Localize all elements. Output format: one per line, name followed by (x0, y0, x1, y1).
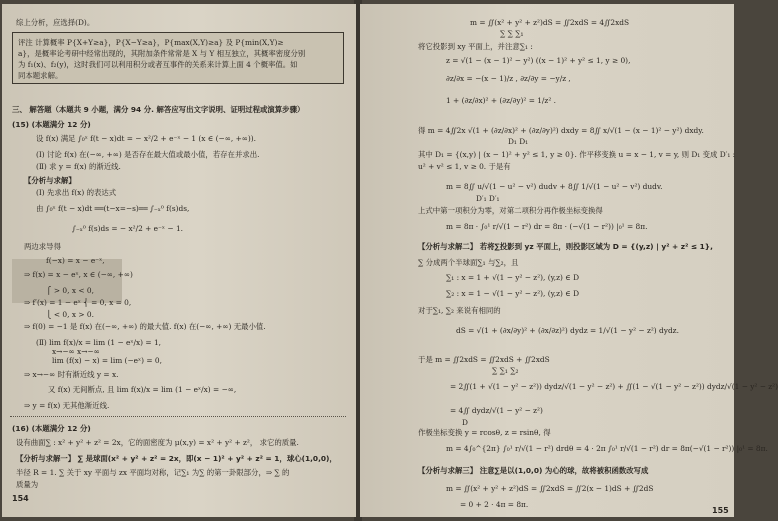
right-text-line: m = 8∬ u/√(1 − u² − v²) dudv + 8∬ 1/√(1 − u² − v²) dudv. (446, 182, 663, 191)
right-text-line: D′₁ D′₁ (476, 194, 500, 203)
right-text-line: z = √(1 − (x − 1)² − y²) ((x − 1)² + y² ≤ 1, y ≥ 0), (446, 56, 631, 65)
right-text-line: 于是 m = ∬2xdS = ∬2xdS + ∬2xdS (418, 355, 550, 364)
page-number-right: 155 (712, 506, 729, 515)
right-text-line: = 4∬ dydz/√(1 − y² − z²) (450, 406, 543, 415)
left-text-line: (Ⅱ) 求 y = f(x) 的渐近线. (36, 162, 121, 171)
left-text-line: (Ⅰ) 讨论 f(x) 在(−∞, +∞) 是否存在最大值或最小值，若存在并求出. (36, 150, 260, 159)
left-text-line: 质量为 (16, 480, 39, 489)
left-text-line: 评注 计算概率 P{X+Y≥a}，P{X−Y≥a}，P{max(X,Y)≥a} 及 P{min(X,Y)≥ (18, 38, 284, 47)
left-text-line: (16) (本题满分 12 分) (12, 424, 91, 433)
left-text-line: (Ⅱ) lim f(x)/x = lim (1 − eˣ/x) = 1, (36, 338, 161, 347)
left-text-line: 三、 解答题（本题共 9 小题，满分 94 分. 解答应写出文字说明、证明过程或演算步骤） (12, 105, 305, 114)
left-text-line: 【分析与求解一】 ∑ 是球面(x² + y² + z² = 2x，即(x − 1)² + y² + z² = 1，球心(1,0,0)， (16, 454, 337, 463)
left-text-line: (15) (本题满分 12 分) (12, 120, 91, 129)
right-text-line: m = ∬(x² + y² + z²)dS = ∬2xdS = ∬2(x − 1)dS + ∬2dS (446, 484, 654, 493)
right-page (360, 4, 778, 517)
right-text-line: 将它投影到 xy 平面上，并注意∑₁ : (418, 42, 533, 51)
left-text-line: 由 ∫₀ˣ f(t − x)dt ══(t−x=−s)══ ∫₋ₓ⁰ f(s)ds, (36, 204, 190, 213)
left-text-line: (Ⅰ) 先求出 f(x) 的表达式 (36, 188, 117, 197)
left-text-line: ⇒ f(0) = −1 是 f(x) 在(−∞, +∞) 的最大值. f(x) 在(−∞, +∞) 无最小值. (24, 322, 266, 331)
left-text-line: 综上分析，应选择(D)。 (16, 18, 95, 27)
right-text-line: ∑ 分成两个半球面∑₁ 与∑₂，且 (418, 258, 519, 267)
right-text-line: m = ∬(x² + y² + z²)dS = ∬2xdS = 4∬2xdS (470, 18, 630, 27)
right-text-line: = 2∬(1 + √(1 − y² − z²)) dydz/√(1 − y² − z²) + ∬(1 − √(1 − y² − z²)) dydz/√(1 − y² − z²) (450, 382, 778, 391)
right-text-line: D (462, 418, 468, 427)
right-text-line: 对于∑₁, ∑₂ 来说有相同的 (418, 306, 501, 315)
left-text-line: x→−∞ x→−∞ (52, 347, 100, 356)
right-text-line: 其中 D₁ = {(x,y) | (x − 1)² + y² ≤ 1, y ≥ 0}. 作平移变换 u = x − 1, v = y, 则 D₁ 变成 D′₁ : (418, 150, 736, 159)
right-text-line: m = 4∫₀^{2π} ∫₀¹ r/√(1 − r²) drdθ = 4 · 2π ∫₀¹ r/√(1 − r²) dr = 8π(−√(1 − r²)) |₀¹ = 8π. (446, 444, 768, 453)
left-text-line: ∫₋ₓ⁰ f(s)ds = − x²/2 + e⁻ˣ − 1. (72, 224, 184, 233)
left-text-line: ⇒ y = f(x) 无其他渐近线. (24, 401, 110, 410)
page-number-left: 154 (12, 494, 29, 503)
left-text-line: ⇒ x→−∞ 时有渐近线 y = x. (24, 370, 119, 379)
right-text-line: ∑₂ : x = 1 − √(1 − y² − z²), (y,z) ∈ D (446, 289, 580, 298)
right-text-line: ∂z/∂x = −(x − 1)/z , ∂z/∂y = −y/z , (446, 74, 571, 83)
right-text-line: 上式中第一项积分为零，对第二项积分再作极坐标变换得 (418, 206, 603, 215)
right-text-line: 【分析与求解三】 注意∑是以(1,0,0) 为心的球，故将被积函数改写成 (418, 466, 649, 475)
right-text-line: ∑ ∑₁ ∑₂ (492, 366, 519, 375)
right-text-line: ∑₁ : x = 1 + √(1 − y² − z²), (y,z) ∈ D (446, 273, 580, 282)
left-text-line: 半径 R = 1. ∑ 关于 xy 平面与 zx 平面均对称，记∑₁ 为∑ 的第一卦限部分，⇒ ∑ 的 (16, 468, 290, 477)
left-text-line: ⇒ f′(x) = 1 − eˣ ⎨ = 0, x = 0, (24, 298, 132, 307)
right-text-line: m = 8π · ∫₀¹ r/√(1 − r²) dr = 8π · (−√(1 − r²)) |₀¹ = 8π. (446, 222, 648, 231)
right-text-line: u² + v² ≤ 1, v ≥ 0. 于是有 (418, 162, 511, 171)
right-text-line: dS = √(1 + (∂x/∂y)² + (∂x/∂z)²) dydz = 1/√(1 − y² − z²) dydz. (456, 326, 679, 335)
highlight-region (12, 259, 122, 303)
right-text-line: = 0 + 2 · 4π = 8π. (460, 500, 529, 509)
right-text-line: D₁ D₁ (508, 137, 529, 146)
divider-rule (10, 416, 346, 417)
left-text-line: 【分析与求解】 (24, 176, 76, 185)
left-text-line: 两边求导得 (24, 242, 61, 251)
left-text-line: 设有曲面∑ : x² + y² + z² = 2x，它的面密度为 μ(x,y) = x² + y² + z²， 求它的质量. (16, 438, 299, 447)
right-text-line: 作极坐标变换 y = rcosθ, z = rsinθ, 得 (418, 428, 551, 437)
left-text-line: 同本题求解。 (18, 71, 63, 80)
left-text-line: a}，是概率论考研中经常出现的，其附加条件常常是 X 与 Y 相互独立，其概率密度分别 (18, 49, 306, 58)
left-text-line: ⎩ < 0, x > 0. (46, 310, 94, 319)
left-text-line: ⇒ f(x) = x − eˣ, x ∈ (−∞, +∞) (24, 270, 133, 279)
left-text-line: ⎧ > 0, x < 0, (46, 286, 94, 295)
right-text-line: 【分析与求解二】 若将∑投影到 yz 平面上，则投影区域为 D = {(y,z) | y² + z² ≤ 1}, (418, 242, 713, 251)
left-text-line: f(−x) = x − e⁻ˣ, (46, 256, 105, 265)
left-page (2, 4, 356, 517)
left-text-line: 又 f(x) 无间断点, 且 lim f(x)/x = lim (1 − eˣ/x) = −∞, (48, 385, 237, 394)
right-text-line: 1 + (∂z/∂x)² + (∂z/∂y)² = 1/z² . (446, 96, 556, 105)
right-text-line: 得 m = 4∬2x √(1 + (∂z/∂x)² + (∂z/∂y)²) dxdy = 8∬ x/√(1 − (x − 1)² − y²) dxdy. (418, 126, 704, 135)
left-text-line: lim (f(x) − x) = lim (−eˣ) = 0, (52, 356, 162, 365)
right-text-line: ∑ ∑ ∑₁ (500, 29, 524, 38)
left-text-line: 为 f₁(x)、f₂(y)，这时我们可以利用积分或者互事件的关系来计算上面 4 个概率值。如 (18, 60, 298, 69)
left-text-line: 设 f(x) 满足 ∫₀ˣ f(t − x)dt = − x²/2 + e⁻ˣ − 1 (x ∈ (−∞, +∞)). (36, 134, 257, 143)
